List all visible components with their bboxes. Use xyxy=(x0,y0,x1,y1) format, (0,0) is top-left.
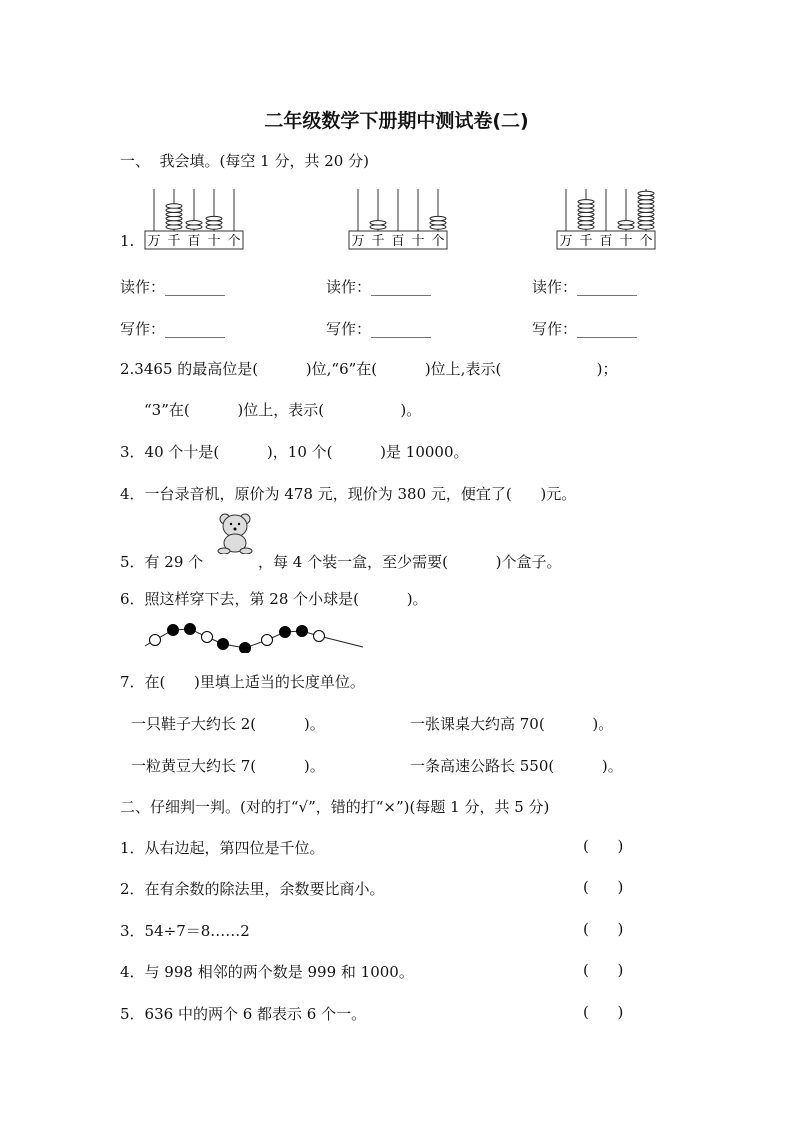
q7-item-4: 一条高速公路长 550( )。 xyxy=(410,757,623,775)
abacus-bead xyxy=(430,216,446,220)
write-blank-3[interactable]: 写作：________ xyxy=(532,320,638,338)
bead-white xyxy=(314,631,325,642)
page-title: 二年级数学下册期中测试卷(二) xyxy=(264,110,529,132)
write-blank-2[interactable]: 写作：________ xyxy=(326,320,432,338)
q1-label: 1. xyxy=(120,232,135,250)
q6: 6．照这样穿下去，第 28 个小球是( )。 xyxy=(120,590,428,608)
q5-start: 5．有 29 个 xyxy=(120,553,204,571)
abacus-place-label: 百 xyxy=(187,234,201,249)
judge-item-2: 2．在有余数的除法里，余数要比商小。 xyxy=(120,880,385,898)
abacus-place-label: 百 xyxy=(391,234,405,249)
teddy-bear-icon xyxy=(215,512,255,554)
answer-paren-1[interactable]: ( ) xyxy=(583,837,624,855)
q7: 7．在( )里填上适当的长度单位。 xyxy=(120,673,365,691)
abacus-place-label: 百 xyxy=(599,234,613,249)
abacus-place-label: 万 xyxy=(351,234,365,249)
judge-item-3: 3．54÷7＝8……2 xyxy=(120,922,250,940)
abacus-bead xyxy=(186,221,202,225)
abacus xyxy=(555,185,657,251)
q5-end: ，每 4 个装一盒，至少需要( )个盒子。 xyxy=(258,553,562,571)
judge-item-4: 4．与 998 相邻的两个数是 999 和 1000。 xyxy=(120,963,414,981)
q7-item-1: 一只鞋子大约长 2( )。 xyxy=(131,715,325,733)
read-blank-3[interactable]: 读作：________ xyxy=(532,278,638,296)
bead-white xyxy=(202,632,213,643)
bead-white xyxy=(150,635,161,646)
bead-black xyxy=(168,625,179,636)
bead-black xyxy=(185,624,196,635)
abacus-bead xyxy=(166,204,182,208)
section1-heading: 一、 我会填。(每空 1 分，共 20 分) xyxy=(120,152,369,170)
abacus-bead xyxy=(206,216,222,220)
section2-heading: 二、仔细判一判。(对的打“√”，错的打“×”)(每题 1 分，共 5 分) xyxy=(120,798,550,816)
q4: 4．一台录音机，原价为 478 元，现价为 380 元，便宜了( )元。 xyxy=(120,485,577,503)
read-blank-2[interactable]: 读作：________ xyxy=(326,278,432,296)
abacus-bead xyxy=(638,191,654,195)
abacus-place-label: 十 xyxy=(207,234,221,249)
abacus-place-label: 千 xyxy=(371,234,385,249)
bead-black xyxy=(218,639,229,650)
bead-black xyxy=(297,626,308,637)
judge-item-1: 1．从右边起，第四位是千位。 xyxy=(120,839,325,857)
bead-string xyxy=(145,618,370,653)
bead-white xyxy=(262,635,273,646)
q2-line2: “3”在( )位上，表示( )。 xyxy=(144,401,422,419)
answer-paren-5[interactable]: ( ) xyxy=(583,1003,624,1021)
q7-item-3: 一粒黄豆大约长 7( )。 xyxy=(131,757,325,775)
abacus-bead xyxy=(618,221,634,225)
answer-paren-2[interactable]: ( ) xyxy=(583,878,624,896)
abacus-place-label: 个 xyxy=(431,234,445,249)
abacus-bead xyxy=(370,221,386,225)
abacus-place-label: 个 xyxy=(227,234,241,249)
answer-paren-4[interactable]: ( ) xyxy=(583,961,624,979)
abacus-place-label: 万 xyxy=(147,234,161,249)
abacus-place-label: 十 xyxy=(411,234,425,249)
read-blank-1[interactable]: 读作：________ xyxy=(120,278,226,296)
abacus-bead xyxy=(578,200,594,204)
abacus xyxy=(143,185,245,251)
abacus-place-label: 万 xyxy=(559,234,573,249)
abacus-place-label: 千 xyxy=(579,234,593,249)
q7-item-2: 一张课桌大约高 70( )。 xyxy=(410,715,614,733)
q2-line1: 2.3465 的最高位是( )位,“6”在( )位上,表示( )； xyxy=(120,360,618,378)
abacus-place-label: 千 xyxy=(167,234,181,249)
abacus xyxy=(347,185,449,251)
abacus-place-label: 个 xyxy=(639,234,653,249)
judge-item-5: 5．636 中的两个 6 都表示 6 个一。 xyxy=(120,1005,367,1023)
write-blank-1[interactable]: 写作：________ xyxy=(120,320,226,338)
q3: 3．40 个十是( )，10 个( )是 10000。 xyxy=(120,443,469,461)
answer-paren-3[interactable]: ( ) xyxy=(583,920,624,938)
abacus-place-label: 十 xyxy=(619,234,633,249)
bead-black xyxy=(280,627,291,638)
bead-black xyxy=(240,643,251,654)
